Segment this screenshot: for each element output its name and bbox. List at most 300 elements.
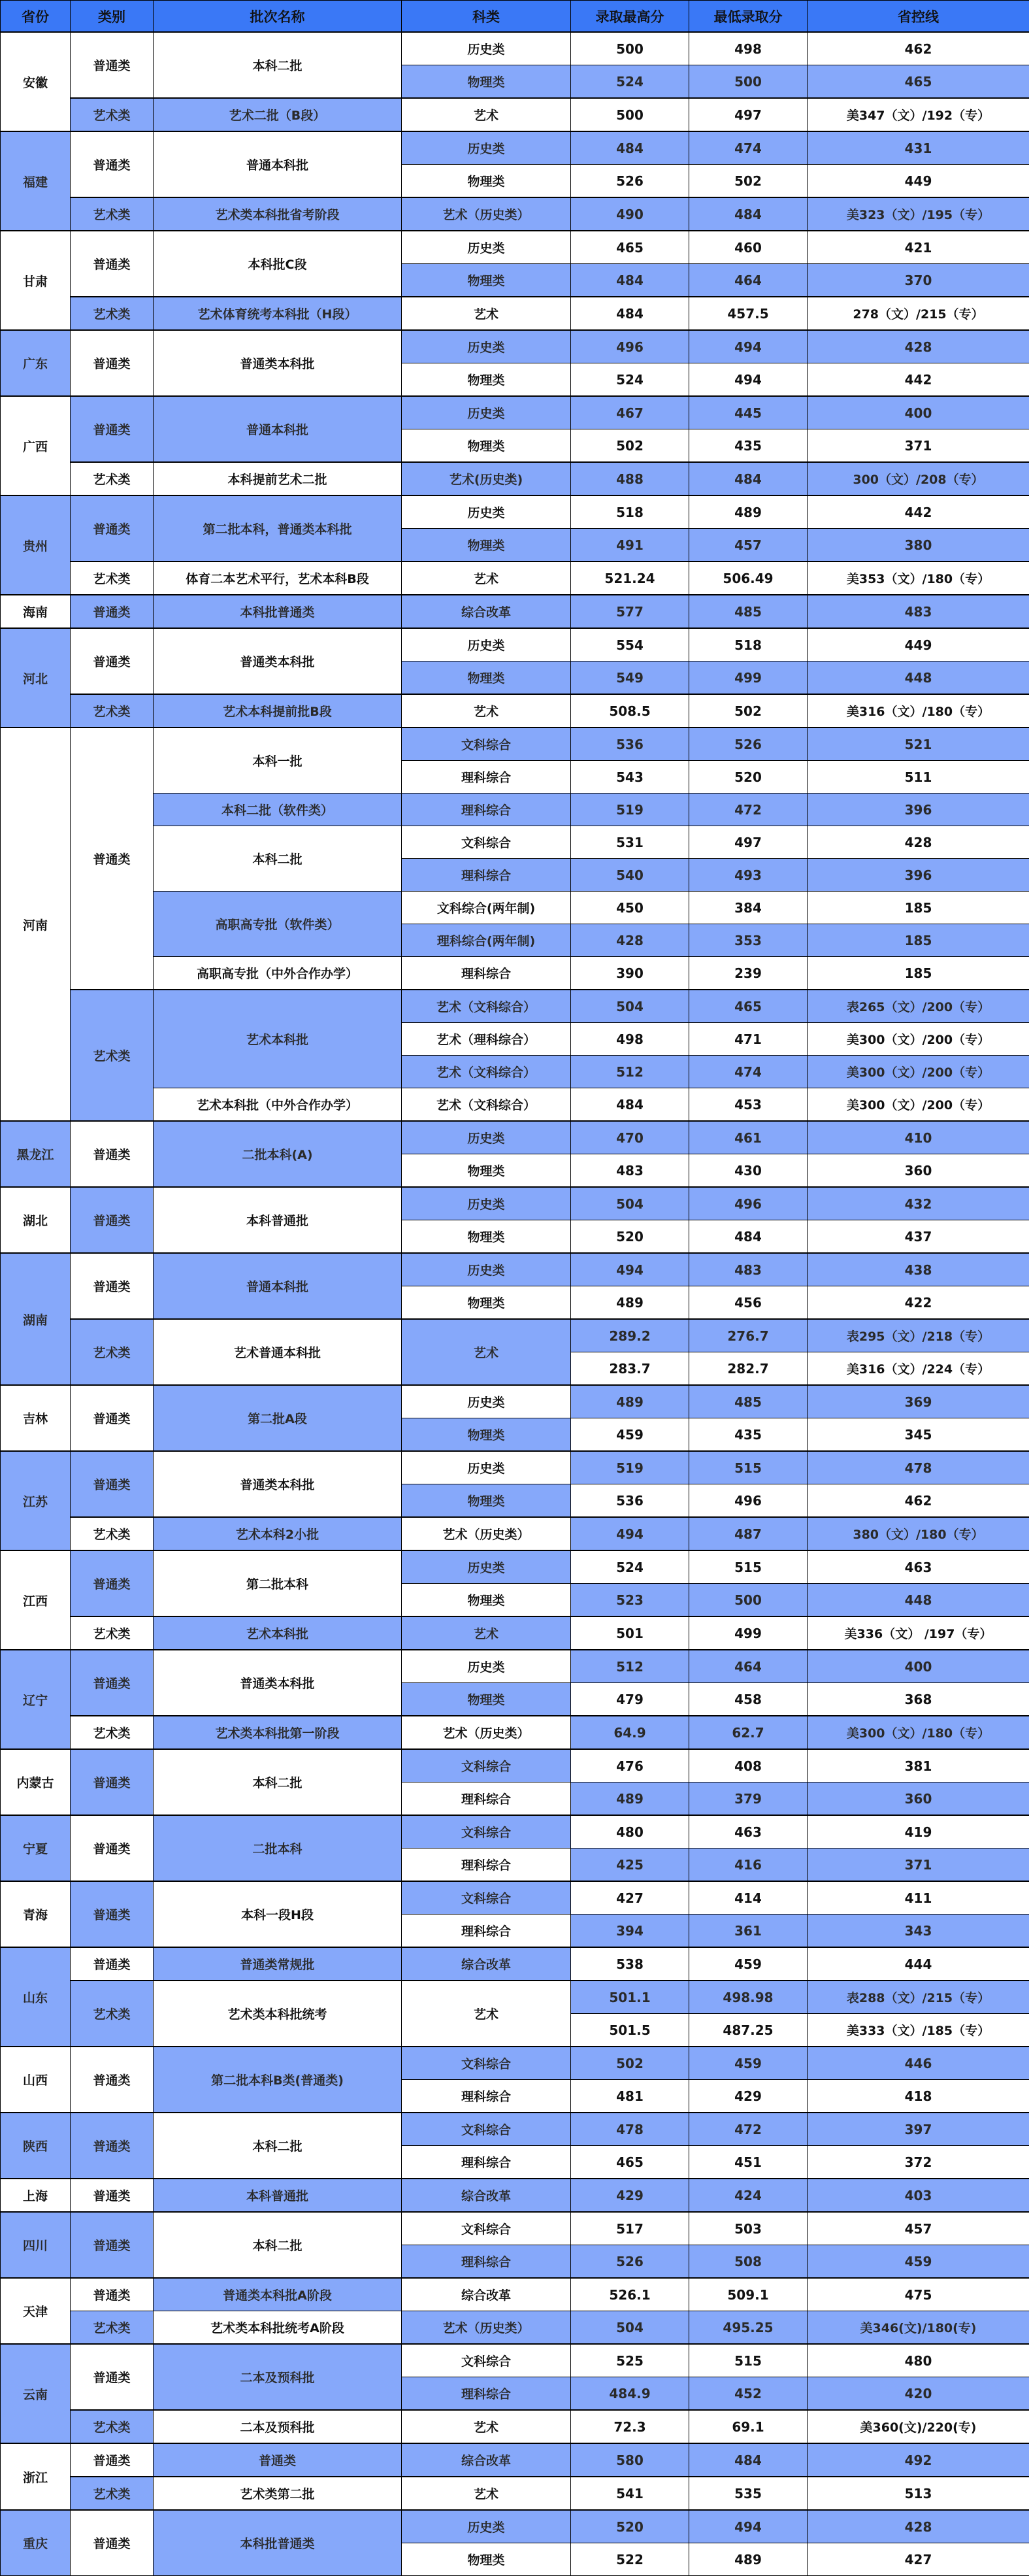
- table-cell: 472: [689, 794, 808, 826]
- table-row: [1, 794, 1029, 826]
- header-category: 类别: [71, 1, 154, 33]
- table-cell: 465: [571, 2146, 689, 2179]
- table-cell: 472: [689, 2113, 808, 2146]
- table-cell: 四川: [1, 2212, 71, 2278]
- table-cell: 理科综合: [402, 1782, 571, 1816]
- table-cell: 艺术类本科批统考: [154, 1981, 402, 2047]
- table-cell: 历史类: [402, 330, 571, 363]
- table-cell: 艺术: [402, 1981, 571, 2047]
- table-cell: 457.5: [689, 297, 808, 330]
- table-cell: 普通类: [71, 2278, 154, 2311]
- table-cell: 429: [689, 2080, 808, 2113]
- table-cell: 370: [808, 264, 1029, 297]
- table-cell: 390: [571, 957, 689, 990]
- table-cell: 河南: [1, 728, 71, 1121]
- header-batch-name: 批次名称: [154, 1, 402, 33]
- table-cell: 综合改革: [402, 2278, 571, 2311]
- table-cell: 艺术类第二批: [154, 2477, 402, 2510]
- table-cell: 美347（文）/192（专）: [808, 98, 1029, 131]
- table-cell: 580: [571, 2443, 689, 2477]
- table-row: [1, 1947, 1029, 1981]
- table-cell: 表295（文）/218（专）: [808, 1319, 1029, 1352]
- table-cell: 239: [689, 957, 808, 990]
- table-cell: 理科综合: [402, 1848, 571, 1882]
- table-cell: 文科综合: [402, 2047, 571, 2080]
- table-cell: 300（文）/208（专）: [808, 462, 1029, 495]
- table-cell: 475: [808, 2278, 1029, 2311]
- table-cell: 185: [808, 957, 1029, 990]
- table-cell: 艺术（文科综合）: [402, 1056, 571, 1088]
- table-cell: 艺术类: [71, 462, 154, 495]
- table-cell: 531: [571, 826, 689, 859]
- table-cell: 普通类常规批: [154, 1947, 402, 1981]
- table-cell: 本科一段H段: [154, 1881, 402, 1947]
- table-cell: 普通类: [71, 32, 154, 98]
- table-cell: 表288（文）/215（专）: [808, 1981, 1029, 2014]
- table-cell: 494: [689, 2510, 808, 2543]
- table-cell: 577: [571, 595, 689, 628]
- table-row: [1, 197, 1029, 231]
- table-cell: 526: [689, 728, 808, 761]
- table-cell: 普通类: [71, 1121, 154, 1187]
- table-cell: 484: [689, 1220, 808, 1254]
- table-cell: 物理类: [402, 1220, 571, 1254]
- table-cell: 471: [689, 1023, 808, 1056]
- table-cell: 459: [689, 2047, 808, 2080]
- table-cell: 394: [571, 1915, 689, 1948]
- table-cell: 普通类: [71, 2113, 154, 2179]
- table-cell: 美353（文）/180（专）: [808, 561, 1029, 595]
- table-cell: 物理类: [402, 1286, 571, 1320]
- table-cell: 艺术类本科批省考阶段: [154, 197, 402, 231]
- table-cell: 449: [808, 628, 1029, 661]
- table-row: [1, 1650, 1029, 1683]
- table-cell: 521.24: [571, 561, 689, 595]
- table-cell: 380: [808, 529, 1029, 562]
- table-cell: 484: [571, 1088, 689, 1122]
- table-row: [1, 1981, 1029, 2014]
- table-cell: 普通类: [71, 131, 154, 197]
- table-cell: 511: [808, 761, 1029, 794]
- table-cell: 496: [689, 1187, 808, 1220]
- table-row: [1, 1187, 1029, 1220]
- table-cell: 物理类: [402, 1484, 571, 1518]
- table-cell: 429: [571, 2179, 689, 2212]
- table-cell: 本科批普通类: [154, 2510, 402, 2576]
- table-cell: 400: [808, 396, 1029, 429]
- table-cell: 450: [571, 892, 689, 924]
- table-cell: 普通类: [71, 1187, 154, 1253]
- table-row: [1, 728, 1029, 761]
- table-cell: 文科综合: [402, 1881, 571, 1915]
- table-cell: 上海: [1, 2179, 71, 2212]
- table-cell: 492: [808, 2443, 1029, 2477]
- table-cell: 428: [808, 2510, 1029, 2543]
- table-cell: 424: [689, 2179, 808, 2212]
- table-row: [1, 1550, 1029, 1584]
- table-cell: 519: [571, 1451, 689, 1484]
- table-row: [1, 2278, 1029, 2311]
- table-cell: 历史类: [402, 1550, 571, 1584]
- table-cell: 536: [571, 728, 689, 761]
- table-cell: 理科综合: [402, 957, 571, 990]
- table-cell: 本科二批: [154, 2212, 402, 2278]
- table-cell: 美300（文）/200（专）: [808, 1023, 1029, 1056]
- table-cell: 普通类本科批A阶段: [154, 2278, 402, 2311]
- header-max-score: 录取最高分: [571, 1, 689, 33]
- table-row: [1, 2212, 1029, 2245]
- table-cell: 艺术（文科综合）: [402, 990, 571, 1023]
- table-cell: 381: [808, 1749, 1029, 1782]
- table-cell: 历史类: [402, 1121, 571, 1154]
- table-cell: 广东: [1, 330, 71, 396]
- table-row: [1, 694, 1029, 728]
- table-cell: 502: [689, 694, 808, 728]
- table-cell: 普通类: [71, 2047, 154, 2113]
- table-cell: 二本及预科批: [154, 2410, 402, 2443]
- table-cell: 内蒙古: [1, 1749, 71, 1815]
- table-cell: 历史类: [402, 495, 571, 529]
- table-cell: 432: [808, 1187, 1029, 1220]
- table-cell: 515: [689, 1550, 808, 1584]
- table-cell: 517: [571, 2212, 689, 2245]
- table-cell: 289.2: [571, 1319, 689, 1352]
- table-cell: 艺术类本科批统考A阶段: [154, 2311, 402, 2345]
- table-cell: 物理类: [402, 529, 571, 562]
- table-cell: 普通本科批: [154, 1253, 402, 1319]
- table-cell: 第二批本科，普通类本科批: [154, 495, 402, 561]
- table-cell: 艺术类: [71, 694, 154, 728]
- table-cell: 478: [808, 1451, 1029, 1484]
- table-cell: 文科综合: [402, 2113, 571, 2146]
- table-cell: 二批本科(A): [154, 1121, 402, 1187]
- table-cell: 河北: [1, 628, 71, 728]
- table-cell: 历史类: [402, 1385, 571, 1418]
- table-row: [1, 1749, 1029, 1782]
- table-cell: 493: [689, 859, 808, 892]
- table-cell: 艺术类: [71, 990, 154, 1121]
- table-cell: 185: [808, 892, 1029, 924]
- table-cell: 502: [689, 165, 808, 198]
- table-cell: 72.3: [571, 2410, 689, 2443]
- table-cell: 419: [808, 1815, 1029, 1848]
- table-cell: 422: [808, 1286, 1029, 1320]
- table-cell: 499: [689, 1616, 808, 1650]
- table-cell: 435: [689, 1418, 808, 1452]
- table-row: [1, 2311, 1029, 2345]
- table-cell: 艺术（文科综合）: [402, 1088, 571, 1122]
- table-cell: 高职高专批（中外合作办学）: [154, 957, 402, 990]
- table-cell: 519: [571, 794, 689, 826]
- table-body: [1, 32, 1029, 2576]
- table-cell: 本科二批（软件类）: [154, 794, 402, 826]
- table-cell: 554: [571, 628, 689, 661]
- table-cell: 500: [689, 65, 808, 99]
- table-cell: 515: [689, 2344, 808, 2377]
- table-cell: 495.25: [689, 2311, 808, 2345]
- table-cell: 485: [689, 1385, 808, 1418]
- table-cell: 474: [689, 1056, 808, 1088]
- table-cell: 459: [808, 2245, 1029, 2279]
- table-cell: 343: [808, 1915, 1029, 1948]
- table-row: [1, 1121, 1029, 1154]
- table-cell: 400: [808, 1650, 1029, 1683]
- table-row: [1, 462, 1029, 495]
- table-cell: 425: [571, 1848, 689, 1882]
- table-cell: 福建: [1, 131, 71, 231]
- table-cell: 第二批本科B类(普通类): [154, 2047, 402, 2113]
- table-cell: 理科综合: [402, 859, 571, 892]
- table-cell: 普通类: [71, 495, 154, 561]
- table-cell: 艺术本科提前批B段: [154, 694, 402, 728]
- table-cell: 美333（文）/185（专）: [808, 2014, 1029, 2047]
- table-cell: 历史类: [402, 2510, 571, 2543]
- table-cell: 文科综合(两年制): [402, 892, 571, 924]
- header-row: [1, 1, 1029, 33]
- table-row: [1, 2510, 1029, 2543]
- table-cell: 甘肃: [1, 231, 71, 330]
- table-cell: 487: [689, 1517, 808, 1550]
- table-cell: 普通类: [71, 595, 154, 628]
- table-cell: 艺术类: [71, 197, 154, 231]
- table-cell: 442: [808, 495, 1029, 529]
- table-cell: 504: [571, 2311, 689, 2345]
- table-cell: 贵州: [1, 495, 71, 595]
- table-cell: 479: [571, 1683, 689, 1716]
- table-cell: 484: [571, 264, 689, 297]
- table-cell: 体育二本艺术平行，艺术本科B段: [154, 561, 402, 595]
- table-cell: 540: [571, 859, 689, 892]
- table-cell: 文科综合: [402, 2344, 571, 2377]
- table-cell: 372: [808, 2146, 1029, 2179]
- table-cell: 普通类: [71, 1385, 154, 1451]
- table-cell: 本科提前艺术二批: [154, 462, 402, 495]
- table-cell: 368: [808, 1683, 1029, 1716]
- table-cell: 480: [571, 1815, 689, 1848]
- table-cell: 物理类: [402, 429, 571, 463]
- table-cell: 69.1: [689, 2410, 808, 2443]
- table-cell: 489: [571, 1782, 689, 1816]
- table-cell: 理科综合(两年制): [402, 924, 571, 957]
- table-cell: 489: [689, 2543, 808, 2576]
- table-cell: 512: [571, 1056, 689, 1088]
- table-cell: 494: [689, 363, 808, 397]
- table-row: [1, 990, 1029, 1023]
- table-cell: 515: [689, 1451, 808, 1484]
- table-cell: 416: [689, 1848, 808, 1882]
- table-cell: 411: [808, 1881, 1029, 1915]
- table-cell: 438: [808, 1253, 1029, 1286]
- table-row: [1, 495, 1029, 529]
- table-cell: 484.9: [571, 2377, 689, 2411]
- table-cell: 463: [808, 1550, 1029, 1584]
- table-cell: 360: [808, 1782, 1029, 1816]
- table-row: [1, 1088, 1029, 1122]
- table-cell: 艺术类: [71, 297, 154, 330]
- table-cell: 483: [689, 1253, 808, 1286]
- table-cell: 498.98: [689, 1981, 808, 2014]
- table-cell: 508.5: [571, 694, 689, 728]
- table-cell: 物理类: [402, 1418, 571, 1452]
- table-cell: 62.7: [689, 1716, 808, 1749]
- table-cell: 物理类: [402, 661, 571, 695]
- table-cell: 462: [808, 1484, 1029, 1518]
- table-cell: 天津: [1, 2278, 71, 2344]
- header-provincial-line: 省控线: [808, 1, 1029, 33]
- table-row: [1, 396, 1029, 429]
- table-cell: 文科综合: [402, 1749, 571, 1782]
- table-cell: 艺术（历史类）: [402, 1517, 571, 1550]
- table-cell: 艺术类: [71, 1517, 154, 1550]
- table-cell: 普通类: [71, 628, 154, 694]
- table-cell: 物理类: [402, 2543, 571, 2576]
- table-cell: 435: [689, 429, 808, 463]
- table-cell: 444: [808, 1947, 1029, 1981]
- table-cell: 483: [571, 1154, 689, 1188]
- table-cell: 普通类: [71, 1451, 154, 1517]
- table-cell: 艺术类: [71, 1319, 154, 1385]
- table-cell: 541: [571, 2477, 689, 2510]
- table-cell: 484: [689, 2443, 808, 2477]
- table-cell: 496: [571, 330, 689, 363]
- table-cell: 520: [689, 761, 808, 794]
- table-cell: 理科综合: [402, 2080, 571, 2113]
- table-cell: 艺术: [402, 2477, 571, 2510]
- table-cell: 艺术本科批（中外合作办学）: [154, 1088, 402, 1122]
- table-cell: 艺术类: [71, 1716, 154, 1749]
- table-cell: 云南: [1, 2344, 71, 2443]
- table-cell: 501: [571, 1616, 689, 1650]
- table-cell: 371: [808, 1848, 1029, 1882]
- table-cell: 普通类: [71, 1550, 154, 1616]
- table-cell: 498: [689, 32, 808, 65]
- table-cell: 历史类: [402, 396, 571, 429]
- table-cell: 艺术类本科批第一阶段: [154, 1716, 402, 1749]
- table-cell: 361: [689, 1915, 808, 1948]
- table-cell: 484: [689, 197, 808, 231]
- table-cell: 综合改革: [402, 1947, 571, 1981]
- table-cell: 艺术: [402, 1616, 571, 1650]
- table-cell: 普通类: [71, 1881, 154, 1947]
- table-cell: 艺术（历史类）: [402, 1716, 571, 1749]
- table-cell: 494: [689, 330, 808, 363]
- table-cell: 历史类: [402, 1187, 571, 1220]
- table-cell: 普通类本科批: [154, 1650, 402, 1716]
- table-cell: 艺术本科2小批: [154, 1517, 402, 1550]
- table-row: [1, 1319, 1029, 1352]
- table-cell: 500: [571, 98, 689, 131]
- table-cell: 520: [571, 1220, 689, 1254]
- table-cell: 452: [689, 2377, 808, 2411]
- table-cell: 501.5: [571, 2014, 689, 2047]
- table-cell: 506.49: [689, 561, 808, 595]
- table-cell: 499: [689, 661, 808, 695]
- table-cell: 青海: [1, 1881, 71, 1947]
- table-cell: 380（文）/180（专）: [808, 1517, 1029, 1550]
- header-subject-type: 科类: [402, 1, 571, 33]
- table-cell: 430: [689, 1154, 808, 1188]
- table-cell: 普通类: [71, 1749, 154, 1815]
- table-cell: 艺术类: [71, 1981, 154, 2047]
- table-cell: 普通本科批: [154, 131, 402, 197]
- table-cell: 459: [689, 1947, 808, 1981]
- table-cell: 464: [689, 1650, 808, 1683]
- table-row: [1, 2113, 1029, 2146]
- table-cell: 物理类: [402, 1154, 571, 1188]
- table-row: [1, 297, 1029, 330]
- table-cell: 484: [571, 297, 689, 330]
- table-cell: 艺术体育统考本科批（H段）: [154, 297, 402, 330]
- table-cell: 379: [689, 1782, 808, 1816]
- table-cell: 500: [571, 32, 689, 65]
- table-cell: 488: [571, 462, 689, 495]
- table-row: [1, 1253, 1029, 1286]
- table-cell: 496: [689, 1484, 808, 1518]
- table-cell: 本科二批: [154, 1749, 402, 1815]
- table-cell: 408: [689, 1749, 808, 1782]
- table-cell: 396: [808, 794, 1029, 826]
- table-cell: 276.7: [689, 1319, 808, 1352]
- table-cell: 489: [689, 495, 808, 529]
- table-cell: 484: [571, 131, 689, 165]
- table-cell: 物理类: [402, 165, 571, 198]
- table-cell: 509.1: [689, 2278, 808, 2311]
- table-row: [1, 892, 1029, 924]
- table-cell: 538: [571, 1947, 689, 1981]
- table-cell: 普通类本科批: [154, 1451, 402, 1517]
- table-cell: 美360(文)/220(专): [808, 2410, 1029, 2443]
- table-cell: 522: [571, 2543, 689, 2576]
- table-cell: 518: [689, 628, 808, 661]
- table-cell: 历史类: [402, 1650, 571, 1683]
- table-cell: 480: [808, 2344, 1029, 2377]
- table-cell: 重庆: [1, 2510, 71, 2576]
- table-cell: 478: [571, 2113, 689, 2146]
- table-cell: 二本及预科批: [154, 2344, 402, 2410]
- table-cell: 504: [571, 1187, 689, 1220]
- table-cell: 物理类: [402, 1683, 571, 1716]
- table-cell: 491: [571, 529, 689, 562]
- table-cell: 481: [571, 2080, 689, 2113]
- table-row: [1, 131, 1029, 165]
- table-cell: 艺术(历史类): [402, 462, 571, 495]
- table-cell: 449: [808, 165, 1029, 198]
- table-cell: 艺术: [402, 297, 571, 330]
- table-cell: 文科综合: [402, 1815, 571, 1848]
- table-cell: 综合改革: [402, 595, 571, 628]
- table-cell: 464: [689, 264, 808, 297]
- table-cell: 465: [808, 65, 1029, 99]
- table-cell: 470: [571, 1121, 689, 1154]
- table-cell: 526.1: [571, 2278, 689, 2311]
- table-cell: 427: [571, 1881, 689, 1915]
- table-row: [1, 1616, 1029, 1650]
- table-cell: 64.9: [571, 1716, 689, 1749]
- table-row: [1, 231, 1029, 264]
- table-cell: 物理类: [402, 65, 571, 99]
- table-cell: 艺术类: [71, 1616, 154, 1650]
- table-cell: 502: [571, 2047, 689, 2080]
- table-row: [1, 1517, 1029, 1550]
- table-cell: 艺术类: [71, 2410, 154, 2443]
- table-cell: 431: [808, 131, 1029, 165]
- table-row: [1, 2477, 1029, 2510]
- table-cell: 历史类: [402, 1451, 571, 1484]
- table-cell: 黑龙江: [1, 1121, 71, 1187]
- table-cell: 历史类: [402, 628, 571, 661]
- table-cell: 宁夏: [1, 1815, 71, 1881]
- table-cell: 第二批本科: [154, 1550, 402, 1616]
